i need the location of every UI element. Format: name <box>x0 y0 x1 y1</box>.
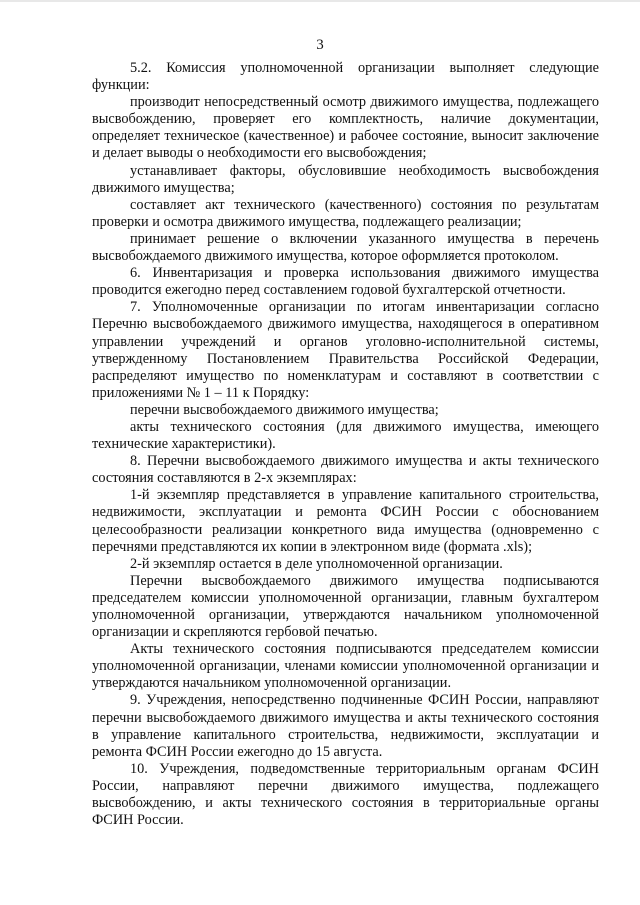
paragraph-8: 8. Перечни высвобождаемого движимого имущества и акты технического состояния составляются в 2-х экземплярах: <box>92 453 599 487</box>
document-body <box>92 60 599 829</box>
paragraph-copy-2: 2-й экземпляр остается в деле уполномоченной организации. <box>130 555 503 572</box>
paragraph-copy-1: 1-й экземпляр представляется в управление капитального строительства, недвижимости, эксплуатации и ремонта ФСИН России с обоснованием целесообразности реализации конкретного вида имущества (одновременно с перечнями представляются их копии в электронном виде (формата .xls); <box>92 487 599 555</box>
page-number: 3 <box>316 37 324 53</box>
scan-edge <box>0 0 640 2</box>
paragraph-lists: перечни высвобождаемого движимого имущества; <box>130 401 439 418</box>
paragraph-6: 6. Инвентаризация и проверка использования движимого имущества проводится ежегодно перед составлением годовой бухгалтерской отчетности. <box>92 265 599 299</box>
paragraph-factors: устанавливает факторы, обусловившие необходимость высвобождения движимого имущества; <box>92 162 599 196</box>
paragraph-5-2: 5.2. Комиссия уполномоченной организации выполняет следующие функции: <box>92 60 599 94</box>
paragraph-9: 9. Учреждения, непосредственно подчиненные ФСИН России, направляют перечни высвобождаемого движимого имущества и акты технического состояния в управление капитального строительства, недвижимости, эксплуатации и ремонта ФСИН России ежегодно до 15 августа. <box>92 692 599 760</box>
paragraph-act: составляет акт технического (качественного) состояния по результатам проверки и осмотра движимого имущества, подлежащего реализации; <box>92 196 599 230</box>
paragraph-lists-signing: Перечни высвобождаемого движимого имущества подписываются председателем комиссии уполномоченной организации, главным бухгалтером уполномоченной организации, утверждаются начальником уполномоченной организации и скрепляются гербовой печатью. <box>92 572 599 641</box>
paragraph-10: 10. Учреждения, подведомственные территориальным органам ФСИН России, направляют перечни движимого имущества, подлежащего высвобождению, и акты технического состояния в территориальные органы ФСИН России. <box>92 760 599 829</box>
paragraph-acts: акты технического состояния (для движимого имущества, имеющего технические характеристики). <box>92 418 599 453</box>
paragraph-decision: принимает решение о включении указанного имущества в перечень высвобождаемого движимого имущества, которое оформляется протоколом. <box>92 230 599 265</box>
paragraph-7: 7. Уполномоченные организации по итогам инвентаризации согласно Перечню высвобождаемого движимого имущества, находящегося в оперативном управлении учреждений и органов уголовно-исполнительной системы, утвержденному Постановлением Правительства Российской Федерации, распределяют имущество по номенклатурам и составляют в соответствии с приложениями № 1 – 11 к Порядку: <box>92 299 599 401</box>
paragraph-acts-signing: Акты технического состояния подписываются председателем комиссии уполномоченной организации, членами комиссии уполномоченной организации и утверждаются начальником уполномоченной организации. <box>92 641 599 692</box>
paragraph-inspection: производит непосредственный осмотр движимого имущества, подлежащего высвобождению, проверяет его комплектность, наличие документации, определяет техническое (качественное) и рабочее состояние, выносит заключение и делает выводы о необходимости его высвобождения; <box>92 94 599 162</box>
